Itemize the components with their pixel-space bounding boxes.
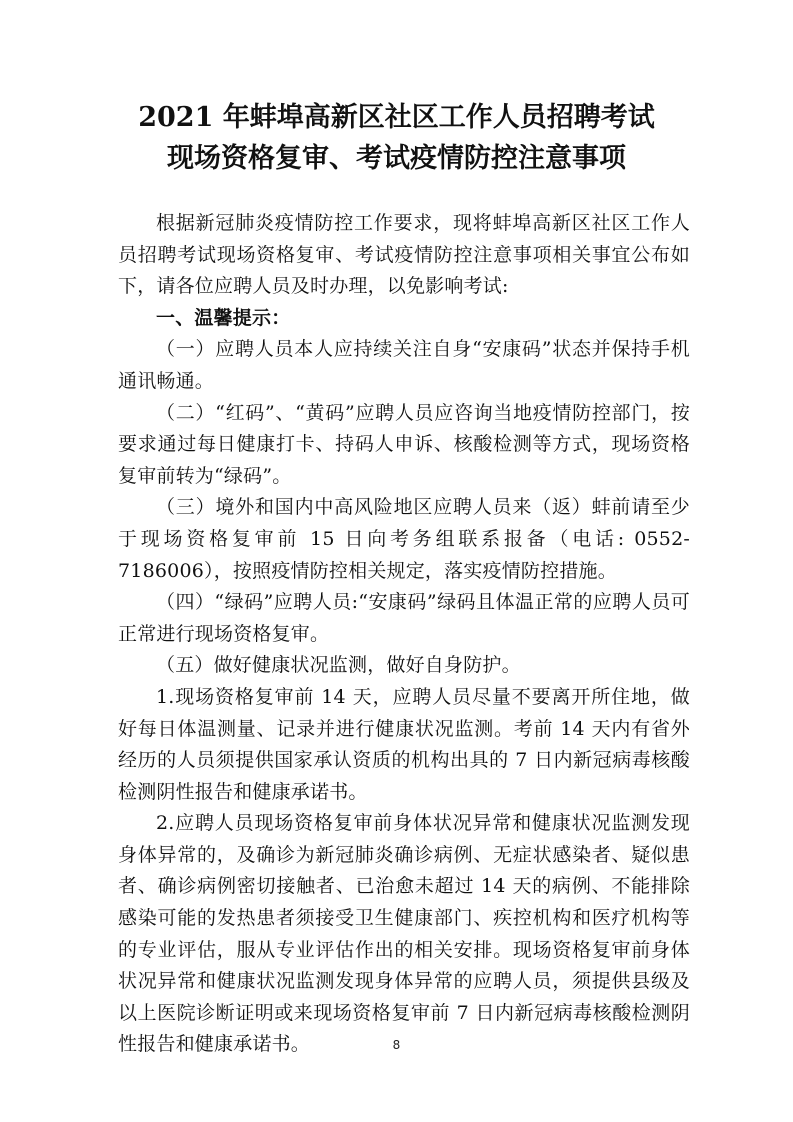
document-title-line1: 2021 年蚌埠高新区社区工作人员招聘考试	[138, 102, 655, 133]
page-number: 8	[392, 1038, 401, 1052]
tip-paragraph-2: （二）“红码”、“黄码”应聘人员应咨询当地疫情防控部门，按要求通过每日健康打卡、持码人申诉、核酸检测等方式，现场资格复审前转为“绿码”。	[118, 401, 690, 487]
document-title-line2: 现场资格复审、考试疫情防控注意事项	[167, 143, 626, 174]
intro-paragraph: 根据新冠肺炎疫情防控工作要求，现将蚌埠高新区社区工作人员招聘考试现场资格复审、考试疫情防控注意事项相关事宜公布如下，请各位应聘人员及时办理，以免影响考试:	[118, 212, 690, 298]
item-paragraph-2: 2.应聘人员现场资格复审前身体状况异常和健康状况监测发现身体异常的，及确诊为新冠肺炎确诊病例、无症状感染者、疑似患者、确诊病例密切接触者、已治愈未超过 14 天的病例、不能排除感染可能的发热患者须接受卫生健康部门、疾控机构和医疗机构等的专业评估，服从专业评估作出的相关安排。现场资格复审前身体状况异常和健康状况监测发现身体异常的应聘人员，须提供县级及以上医院诊断证明或来现场资格复审前 7 日内新冠病毒核酸检测阴性报告和健康承诺书。	[118, 812, 690, 1056]
tip-paragraph-1: （一）应聘人员本人应持续关注自身“安康码”状态并保持手机通讯畅通。	[118, 338, 690, 392]
tip-paragraph-3: （三）境外和国内中高风险地区应聘人员来（返）蚌前请至少于现场资格复审前 15 日向考务组联系报备（电话: 0552-7186006），按照疫情防控相关规定，落实疫情防控措施。	[118, 496, 690, 582]
section-heading: 一、温馨提示：	[156, 306, 291, 329]
document-body	[118, 208, 690, 1061]
item-paragraph-1: 1.现场资格复审前 14 天，应聘人员尽量不要离开所住地，做好每日体温测量、记录并进行健康状况监测。考前 14 天内有省外经历的人员须提供国家承认资质的机构出具的 7 日内新冠病毒核酸检测阴性报告和健康承诺书。	[118, 685, 690, 803]
tip-paragraph-4: （四）“绿码”应聘人员:“安康码”绿码且体温正常的应聘人员可正常进行现场资格复审。	[118, 591, 690, 645]
tip-paragraph-5: （五）做好健康状况监测，做好自身防护。	[156, 654, 521, 677]
